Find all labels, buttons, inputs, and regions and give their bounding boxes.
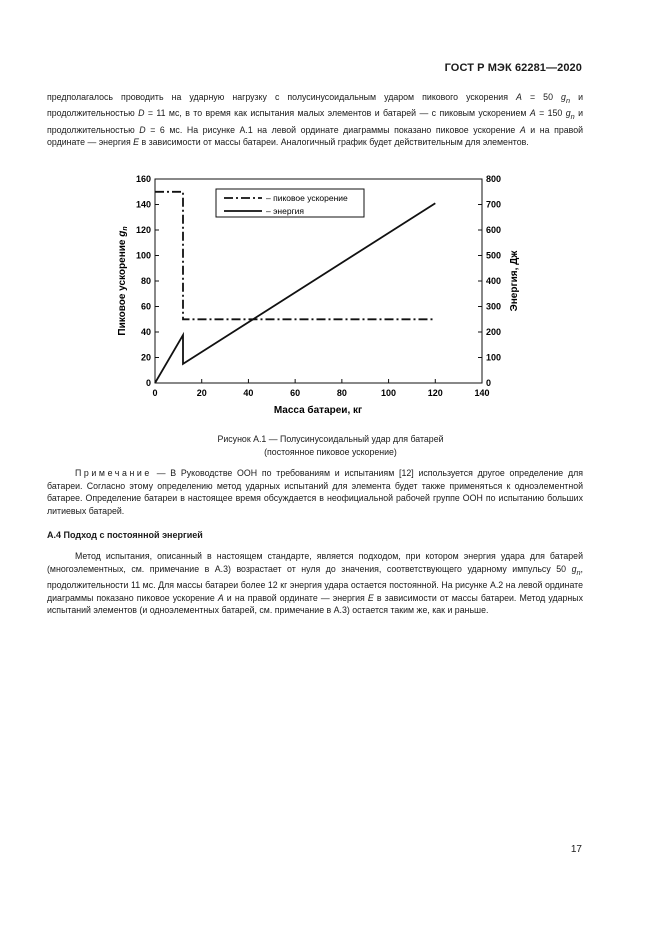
legend-label-energy: – энергия <box>266 206 305 216</box>
note-paragraph: Примечание — В Руководстве ООН по требованиям и испытаниям [12] используется другое определение для батареи. Согласно этому определению метод ударных испытаний для элемента будет также применяться к одноэлементной батарее. Определение батареи в настоящее время обсуждается в неофициальной рабочей группе ООН по испытанию больших литиевых батарей. <box>47 468 583 516</box>
x-tick-label-1: 20 <box>196 388 207 398</box>
right-tick-label-4: 400 <box>486 276 502 287</box>
section-heading: А.4 Подход с постоянной энергией <box>47 530 203 540</box>
chart-series <box>155 192 435 383</box>
left-tick-label-7: 140 <box>135 199 151 210</box>
left-tick-label-3: 60 <box>140 301 151 312</box>
x-tick-label-4: 80 <box>336 388 347 398</box>
right-axis-ticks <box>478 174 501 388</box>
chart-legend <box>216 189 364 217</box>
left-tick-label-5: 100 <box>135 250 151 261</box>
right-tick-label-2: 200 <box>486 327 502 338</box>
left-tick-label-6: 120 <box>135 225 151 236</box>
right-tick-label-0: 0 <box>486 378 492 389</box>
x-axis-label: Масса батареи, кг <box>273 405 363 416</box>
body-paragraph: Метод испытания, описанный в настоящем стандарте, является подходом, при котором энергия удара для батарей (многоэлементных, см. примечание в А.3) возрастает от нуля до значения, соответствующего ударному импульсу 50 $g_n$, продолжительности 11 мс. Для массы батареи более 12 кг энергия удара остается постоянной. На рисунке А.2 на левой ординате диаграммы показано пиковое ускорение A и на правой ординате — энергия E в зависимости от массы батареи. Метод ударных испытаний элементов (и одноэлементных батарей, см. примечание в А.3) остается таким же, как и раньше. <box>47 551 583 616</box>
x-axis-ticks <box>152 378 492 398</box>
right-tick-label-7: 700 <box>486 199 502 210</box>
figure-a1-chart <box>110 170 530 425</box>
right-axis-label: Энергия, Дж <box>509 250 520 312</box>
right-tick-label-5: 500 <box>486 250 502 261</box>
right-tick-label-3: 300 <box>486 301 502 312</box>
right-tick-label-1: 100 <box>486 352 502 363</box>
figure-caption-subtitle: (постоянное пиковое ускорение) <box>264 446 397 457</box>
left-tick-label-1: 20 <box>140 352 151 363</box>
x-tick-label-2: 40 <box>243 388 254 398</box>
x-tick-label-7: 140 <box>474 388 490 398</box>
left-tick-label-0: 0 <box>145 378 151 389</box>
figure-caption: Рисунок А.1 — Полусинусоидальный удар для батарей <box>217 434 444 444</box>
right-tick-label-8: 800 <box>486 174 502 185</box>
left-tick-label-2: 40 <box>140 327 151 338</box>
x-tick-label-6: 120 <box>427 388 443 398</box>
legend-label-acceleration: – пиковое ускорение <box>266 193 348 203</box>
right-tick-label-6: 600 <box>486 225 502 236</box>
note-label: Примечание <box>75 468 152 478</box>
left-tick-label-8: 160 <box>135 174 151 185</box>
document-header: ГОСТ Р МЭК 62281—2020 <box>444 62 582 74</box>
x-tick-label-3: 60 <box>290 388 301 398</box>
left-axis-label: Пиковое ускорение $g_n$ <box>117 226 129 336</box>
energy-series-line <box>155 203 435 383</box>
left-tick-label-4: 80 <box>140 276 151 287</box>
page-number: 17 <box>570 844 582 855</box>
left-axis-ticks <box>136 174 159 388</box>
x-tick-label-0: 0 <box>152 388 158 398</box>
x-tick-label-5: 100 <box>381 388 397 398</box>
intro-paragraph: предполагалось проводить на ударную нагрузку с полусинусоидальным ударом пикового ускорения A = 50 $g_n$ и продолжительностью D = 11 мс, в то время как испытания малых элементов и батарей — с пиковым ускорением A = 150 $g_n$ и продолжительностью D = 6 мс. На рисунке А.1 на левой ординате диаграммы показано пиковое ускорение A и на правой ординате — энергия E в зависимости от массы батареи. Аналогичный график будет действительным для элементов. <box>47 92 583 148</box>
